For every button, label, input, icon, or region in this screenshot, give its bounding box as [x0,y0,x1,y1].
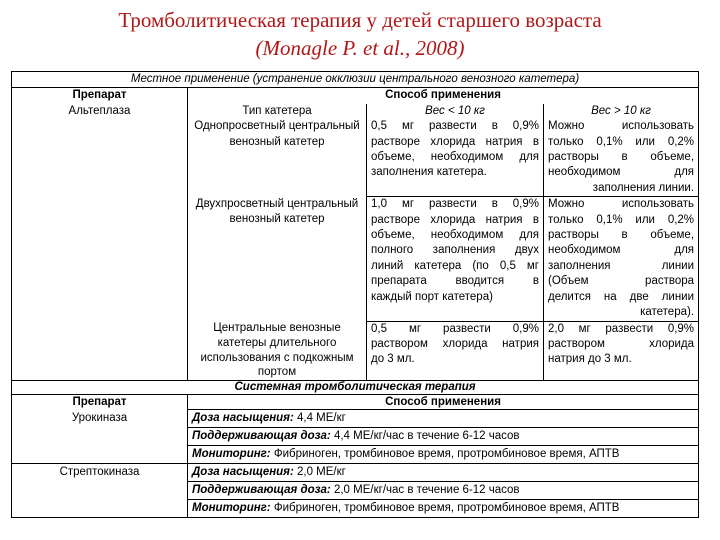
drug-alteplase: Альтеплаза [12,104,188,381]
urokinase-row [12,410,699,428]
weight-gt-header: Вес > 10 кг [591,104,651,117]
streptokinase-loading-dose [188,464,699,482]
dose-line: необходимом для [548,166,695,179]
catheter-cell-1 [188,104,367,197]
dose-line: заполнения линии. [592,181,695,194]
dose-line: препарата вводится в [371,275,539,288]
dose-line: заполнения катетера. [371,166,487,179]
catheter-type-3: Центральные венозные катетеры длительного использования с подкожным портом [188,321,367,381]
local-header-row [12,88,699,104]
dose-line: необходимом для [548,244,695,257]
systemic-section-row [12,381,699,395]
lt10-cell-1 [367,104,544,197]
systemic-header-row [12,395,699,410]
thrombolytic-table [11,71,699,518]
dose-value: 2,0 МЕ/кг/час в течение 6-12 часов [330,484,520,497]
dose-line: 1,0 мг развести в 0,9% [371,198,539,211]
streptokinase-row [12,464,699,482]
gt10-cell-3 [544,321,699,381]
lt10-cell-3 [367,321,544,381]
dose-line: Можно использовать [548,120,695,133]
gt10-cell-2 [544,197,699,321]
method-header: Способ применения [188,88,699,104]
page-title: Тромболитическая терапия у детей старшего возраста [118,8,602,32]
urokinase-maintenance-dose [188,428,699,446]
local-section-row [12,72,699,88]
dose-label: Мониторинг: [192,502,271,515]
dose-value: 2,0 МЕ/кг [293,466,346,479]
page-subtitle: (Monagle P. et al., 2008) [255,36,465,60]
urokinase-monitoring [188,446,699,464]
streptokinase-monitoring [188,500,699,518]
dose-line: (Объем раствора [548,275,695,288]
dose-label: Доза насыщения: [192,412,294,425]
dose-line: 2,0 мг развести 0,9% [548,322,695,335]
systemic-section-title: Системная тромболитическая терапия [12,381,699,395]
dose-line: растворы в объеме, [548,229,695,242]
systemic-drug-header: Препарат [12,395,188,410]
dose-line: раствором хлорида натрия [371,337,539,350]
dose-line: линий катетера (по 0,5 мг [371,259,539,272]
dose-line: объеме, необходимом для [371,151,539,164]
dose-line: растворе хлорида натрия в [371,135,539,148]
urokinase-loading-dose [188,410,699,428]
dose-value: Фибриноген, тромбиновое время, протромбиновое время, АПТВ [270,448,620,461]
dose-line: 0,5 мг развести в 0,9% [371,120,539,133]
drug-urokinase: Урокиназа [12,410,188,464]
dose-line: только 0,1% или 0,2% [548,213,695,226]
weight-lt-header: Вес < 10 кг [425,104,485,117]
dose-line: Можно использовать [548,198,695,211]
dose-line: растворе хлорида натрия в [371,213,539,226]
dose-line: полного заполнения двух [371,244,539,257]
gt10-cell-1 [544,104,699,197]
catheter-type-2: Двухпросветный центральный венозный катетер [188,197,367,321]
streptokinase-maintenance-dose [188,482,699,500]
dose-label: Мониторинг: [192,448,271,461]
dose-line: заполнения линии [548,259,695,272]
dose-line: 0,5 мг развести 0,9% [371,322,539,335]
dose-line: раствором хлорида [548,337,695,350]
local-row-1 [12,104,699,197]
dose-label: Поддерживающая доза: [192,430,331,443]
dose-label: Доза насыщения: [192,466,294,479]
drug-header: Препарат [12,88,188,104]
catheter-type-1: Однопросветный центральный венозный катетер [194,120,360,148]
dose-line: до 3 мл. [371,353,415,366]
dose-line: делится на две линии [548,290,695,303]
dose-line: только 0,1% или 0,2% [548,135,695,148]
catheter-type-header: Тип катетера [242,104,312,117]
dose-value: 4,4 МЕ/кг [293,412,346,425]
dose-value: 4,4 МЕ/кг/час в течение 6-12 часов [330,430,520,443]
dose-value: Фибриноген, тромбиновое время, протромбиновое время, АПТВ [270,502,620,515]
systemic-method-header: Способ применения [188,395,699,410]
dose-line: катетера). [640,306,695,319]
local-section-title: Местное применение (устранение окклюзии центрального венозного катетера) [12,72,699,88]
dose-line: объеме, необходимом для [371,229,539,242]
lt10-cell-2 [367,197,544,321]
dose-line: растворы в объеме, [548,151,695,164]
dose-label: Поддерживающая доза: [192,484,331,497]
dose-line: каждый порт катетера) [371,290,493,303]
drug-streptokinase: Стрептокиназа [12,464,188,518]
dose-line: натрия до 3 мл. [548,353,632,366]
